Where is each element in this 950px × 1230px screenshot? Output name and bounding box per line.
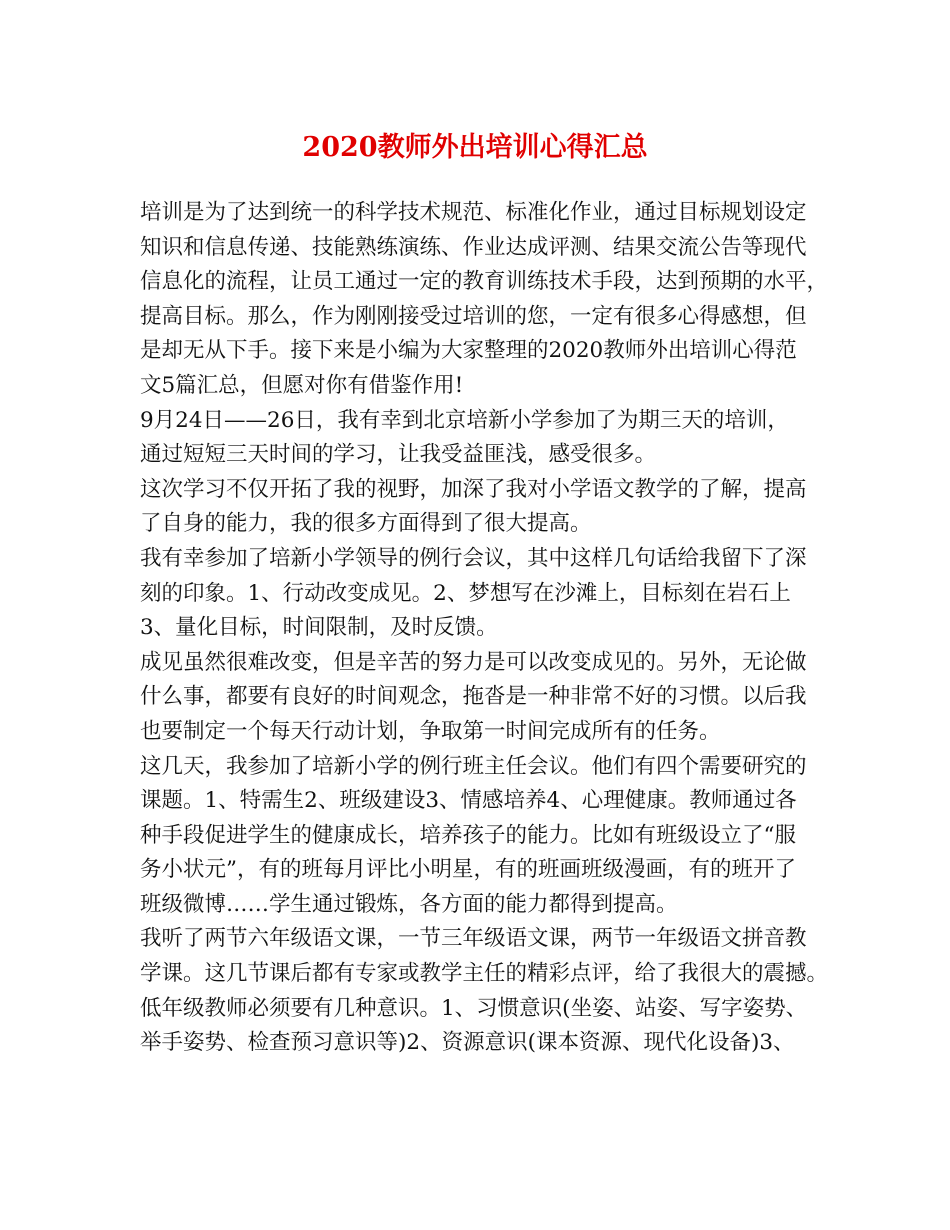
body-line: 我有幸参加了培新小学领导的例行会议，其中这样几句话给我留下了深 — [140, 545, 807, 571]
body-line: 什么事，都要有良好的时间观念，拖沓是一种非常不好的习惯。以后我 — [140, 684, 807, 710]
body-line: 成见虽然很难改变，但是辛苦的努力是可以改变成见的。另外，无论做 — [140, 649, 807, 675]
body-line: 3、量化目标，时间限制，及时反馈。 — [140, 615, 498, 641]
body-line: 提高目标。那么，作为刚刚接受过培训的您，一定有很多心得感想，但 — [140, 303, 807, 329]
body-line: 9月24日——26日，我有幸到北京培新小学参加了为期三天的培训， — [140, 407, 789, 433]
body-line: 这几天，我参加了培新小学的例行班主任会议。他们有四个需要研究的 — [140, 753, 807, 779]
body-line: 举手姿势、检查预习意识等)2、资源意识(课本资源、现代化设备)3、 — [140, 1030, 795, 1056]
body-line: 文5篇汇总，但愿对你有借鉴作用! — [140, 372, 464, 398]
body-line: 培训是为了达到统一的科学技术规范、标准化作业，通过目标规划设定 — [140, 200, 807, 225]
body-line: 低年级教师必须要有几种意识。1、习惯意识(坐姿、站姿、写字姿势、 — [140, 995, 808, 1021]
body-line: 也要制定一个每天行动计划，争取第一时间完成所有的任务。 — [140, 718, 721, 744]
body-line: 信息化的流程，让员工通过一定的教育训练技术手段，达到预期的水平， — [140, 269, 829, 295]
document-body — [140, 196, 830, 1061]
body-line: 务小状元”，有的班每月评比小明星，有的班画班级漫画，有的班开了 — [140, 857, 796, 883]
page-title: 2020教师外出培训心得汇总 — [302, 132, 648, 163]
body-line: 通过短短三天时间的学习，让我受益匪浅，感受很多。 — [140, 442, 657, 468]
body-line: 这次学习不仅开拓了我的视野，加深了我对小学语文教学的了解，提高 — [140, 476, 807, 502]
body-line: 了自身的能力，我的很多方面得到了很大提高。 — [140, 511, 592, 537]
body-line: 我听了两节六年级语文课，一节三年级语文课，两节一年级语文拼音教 — [140, 926, 807, 952]
body-line: 种手段促进学生的健康成长，培养孩子的能力。比如有班级设立了“服 — [140, 822, 796, 848]
body-line: 是却无从下手。接下来是小编为大家整理的2020教师外出培训心得范 — [140, 338, 797, 364]
body-line: 班级微博……学生通过锻炼，各方面的能力都得到提高。 — [140, 891, 678, 917]
body-line: 知识和信息传递、技能熟练演练、作业达成评测、结果交流公告等现代 — [140, 234, 807, 260]
body-line: 学课。这几节课后都有专家或教学主任的精彩点评，给了我很大的震撼。 — [140, 961, 829, 987]
body-line: 刻的印象。1、行动改变成见。2、梦想写在沙滩上，目标刻在岩石上 — [140, 580, 791, 606]
body-line: 课题。1、特需生2、班级建设3、情感培养4、心理健康。教师通过各 — [140, 788, 797, 814]
